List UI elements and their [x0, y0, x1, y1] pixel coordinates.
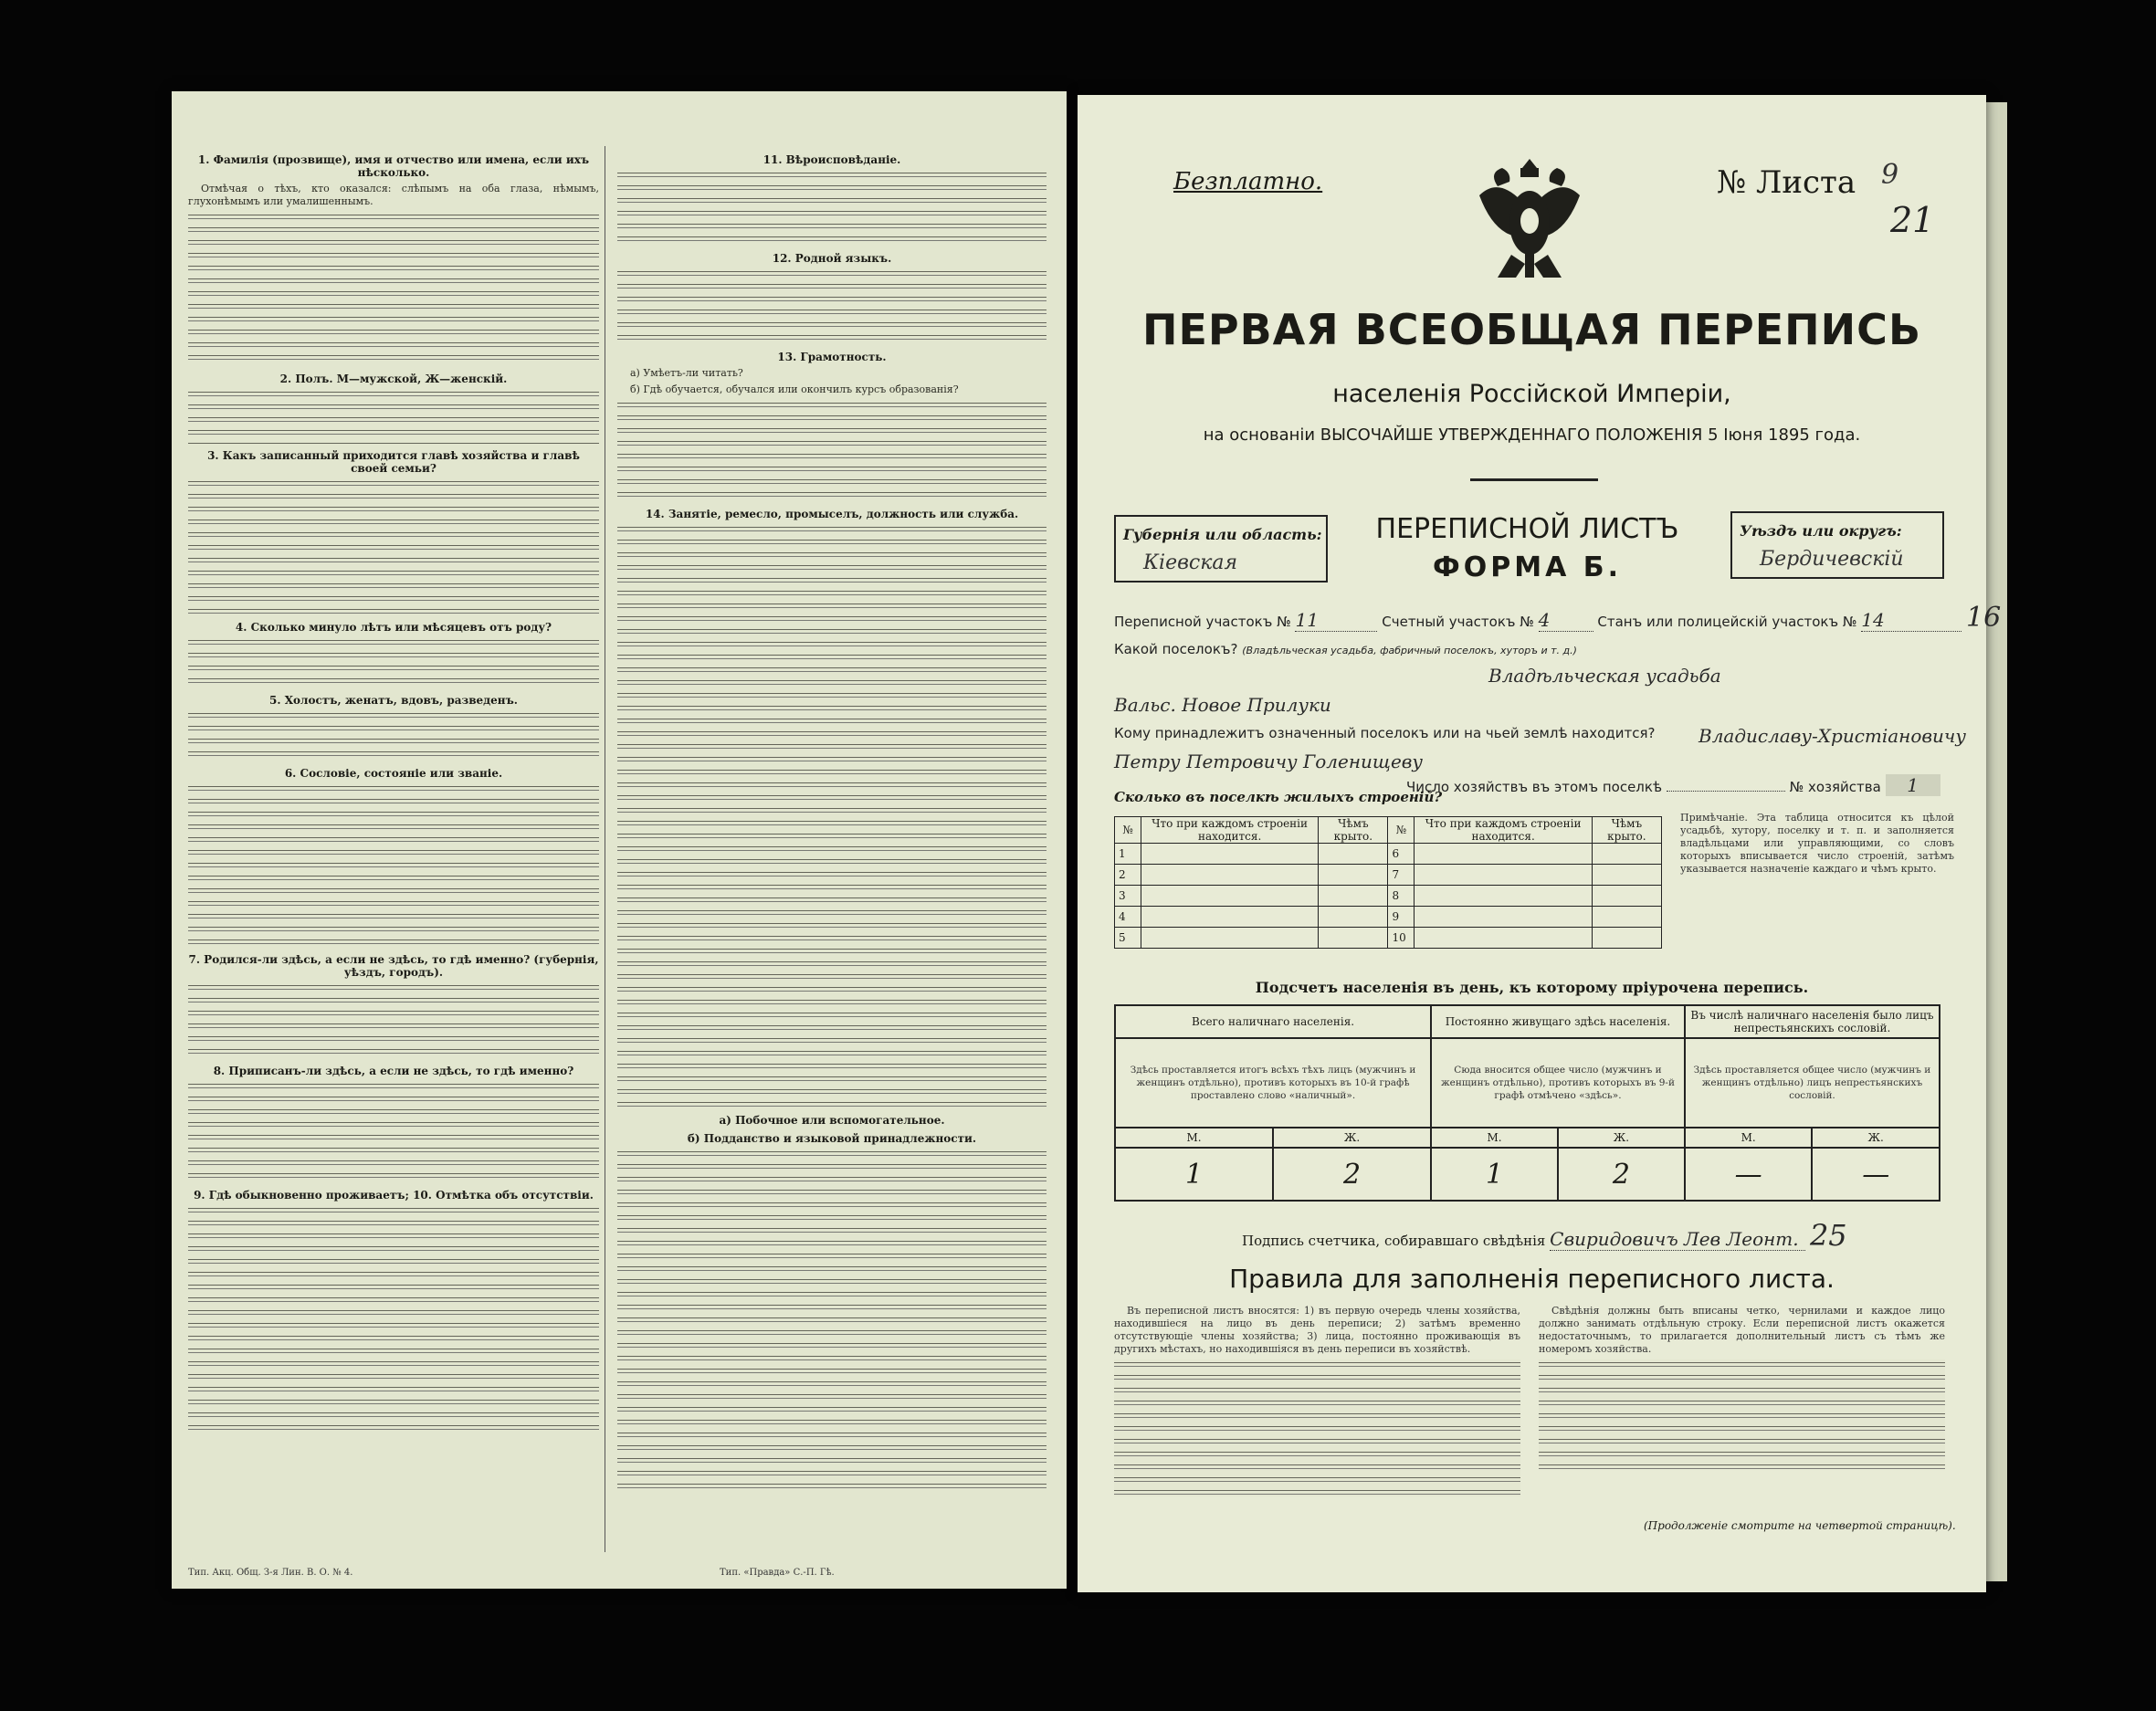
total-female-value: 2: [1273, 1148, 1431, 1201]
census-area-value: 11: [1295, 609, 1377, 632]
female-label: Ж.: [1812, 1128, 1940, 1148]
form-type-title: [1324, 510, 1730, 587]
dense-text-block: [188, 637, 599, 688]
households-label: Число хозяйствъ въ этомъ поселкѣ: [1406, 779, 1663, 795]
dense-text-block: [1114, 1359, 1520, 1496]
total-male-value: 1: [1115, 1148, 1273, 1201]
free-label: Безплатно.: [1173, 168, 1323, 195]
owner-value-2-text: Петру Петровичу Голенищеву: [1114, 751, 1424, 772]
section-heading: 1. Фамилія (прозвище), имя и отчество или имена, если ихъ нѣсколько.: [197, 153, 590, 179]
owner-value: [1699, 725, 1966, 747]
households-line: [1406, 774, 1940, 796]
left-page-instructions: [172, 91, 1067, 1589]
settlement-line: [1114, 641, 1577, 657]
rules-text: Въ переписной листъ вносятся: 1) въ первую очередь члены хозяйства, находившіеся на лицо въ день переписи; 2) затѣмъ временно отсутствующіе члены хозяйства; 3) лица, постоянно проживающія въ другихъ мѣстахъ, но находившіяся въ день переписи въ хозяйствѣ.: [1114, 1305, 1520, 1355]
households-blank: [1667, 791, 1785, 792]
district-label: Уѣздъ или округъ:: [1740, 522, 1902, 540]
dwell-what-header-2: Что при каждомъ строеніи находится.: [1415, 817, 1592, 844]
table-row: 3 8: [1115, 886, 1662, 907]
section-heading: 12. Родной языкъ.: [772, 252, 892, 265]
pop-total-header: Всего наличнаго населенія.: [1115, 1005, 1431, 1038]
nonpeasant-male-value: —: [1685, 1148, 1813, 1201]
table-row: 4 9: [1115, 907, 1662, 928]
dense-text-block: [188, 478, 599, 615]
permanent-female-value: 2: [1558, 1148, 1685, 1201]
sheet-number-handwritten-large: 21: [1890, 200, 1935, 240]
table-row: 1 6: [1115, 844, 1662, 865]
sheet-number-handwritten: 9: [1881, 159, 1899, 191]
section-heading: 6. Сословіе, состояніе или званіе.: [284, 767, 503, 780]
nonpeasant-female-value: —: [1812, 1148, 1940, 1201]
section-heading: 9. Гдѣ обыкновенно проживаетъ; 10. Отмѣтка объ отсутствіи.: [194, 1189, 594, 1202]
district-box: [1730, 511, 1944, 579]
section-heading: 5. Холостъ, женатъ, вдовъ, разведенъ.: [269, 694, 518, 707]
male-label: М.: [1431, 1128, 1558, 1148]
owner-label: Кому принадлежитъ означенный поселокъ или на чьей землѣ находится?: [1114, 725, 1656, 741]
dwell-roof-header: Чѣмъ крыто.: [1319, 817, 1388, 844]
dwell-roof-header-2: Чѣмъ крыто.: [1592, 817, 1661, 844]
governorate-value: Кіевская: [1143, 551, 1238, 574]
dense-text-block: [188, 710, 599, 761]
dense-text-block: [188, 982, 599, 1059]
form-main-title: ПЕРВАЯ ВСЕОБЩАЯ ПЕРЕПИСЬ: [1141, 305, 1922, 354]
pop-permanent-header: Постоянно живущаго здѣсь населенія.: [1431, 1005, 1685, 1038]
form-b-title: ФОРМА Б.: [1432, 551, 1623, 583]
governorate-box: [1114, 515, 1328, 583]
subsection-heading: б) Гдѣ обучается, обучался или окончилъ курсъ образованія?: [630, 383, 959, 395]
pop-nonpeasant-header: Въ числѣ наличнаго населенія было лицъ непрестьянскихъ сословій.: [1685, 1005, 1940, 1038]
decree-line: на основаніи ВЫСОЧАЙШЕ УТВЕРЖДЕННАГО ПОЛОЖЕНІЯ 5 Іюня 1895 года.: [1203, 425, 1861, 445]
pop-permanent-desc: Сюда вносится общее число (мужчинъ и женщинъ отдѣльно), противъ которыхъ въ 9-й графѣ отмѣчено «здѣсь».: [1431, 1038, 1685, 1128]
count-area-value: 4: [1539, 609, 1593, 632]
counter-margin-number: 25: [1809, 1218, 1847, 1253]
household-number-label: № хозяйства: [1789, 779, 1881, 795]
male-label: М.: [1685, 1128, 1813, 1148]
count-area-label: Счетный участокъ №: [1382, 614, 1534, 630]
owner-value-text: Владиславу-Христіановичу: [1699, 725, 1966, 747]
dense-text-block: [188, 783, 599, 948]
dwell-what-header: Что при каждомъ строеніи находится.: [1141, 817, 1319, 844]
dwell-num-header-2: №: [1388, 817, 1415, 844]
title-divider: [1470, 478, 1598, 481]
section-text: Отмѣчая о тѣхъ, кто оказался: слѣпымъ на оба глаза, нѣмымъ, глухонѣмымъ или умалишеннымъ.: [188, 183, 599, 207]
census-area-label: Переписной участокъ №: [1114, 614, 1291, 630]
section-heading: 4. Сколько минуло лѣтъ или мѣсяцевъ отъ роду?: [235, 621, 552, 634]
form-subtitle: населенія Россійской Имперіи,: [1332, 380, 1731, 408]
female-label: Ж.: [1273, 1128, 1431, 1148]
population-table: [1114, 1004, 1940, 1202]
population-heading: Подсчетъ населенія въ день, къ которому пріурочена перепись.: [1255, 979, 1809, 996]
dense-text-block: [188, 1205, 599, 1433]
dense-text-block: [617, 400, 1046, 502]
margin-handwritten-number: 16: [1966, 602, 2002, 634]
census-sheet-title: ПЕРЕПИСНОЙ ЛИСТЪ: [1375, 513, 1679, 545]
permanent-male-value: 1: [1431, 1148, 1558, 1201]
dwell-num-header: №: [1115, 817, 1141, 844]
dwellings-note: Примѣчаніе. Эта таблица относится къ цѣлой усадьбѣ, хутору, поселку и т. п. и заполняется владѣльцами или управляющими, со словъ которыхъ вписывается число строеній, затѣмъ указывается назначеніе каждаго и чѣмъ крыто.: [1680, 812, 1954, 875]
double-headed-eagle-icon: [1470, 150, 1589, 287]
section-heading: а) Побочное или вспомогательное.: [719, 1114, 945, 1127]
district-value: Бердичевскій: [1760, 548, 1904, 571]
rules-column-2: [1539, 1305, 1945, 1475]
subsection-heading: а) Умѣетъ-ли читать?: [630, 367, 743, 379]
section-heading: 8. Приписанъ-ли здѣсь, а если не здѣсь, то гдѣ именно?: [213, 1065, 574, 1077]
sheet-number-label: № Листа: [1717, 164, 1856, 201]
table-row: 2 7: [1115, 865, 1662, 886]
dense-text-block: [617, 268, 1046, 345]
section-heading: 13. Грамотность.: [777, 351, 887, 363]
rules-column-1: [1114, 1305, 1520, 1502]
section-heading: 7. Родился-ли здѣсь, а если не здѣсь, то гдѣ именно? (губернія, уѣздъ, городъ).: [188, 953, 599, 979]
section-heading: 2. Полъ. М—мужской, Ж—женскій.: [279, 373, 508, 385]
owner-line: [1114, 725, 1655, 741]
left-column-2: [617, 148, 1046, 1501]
rules-text: Свѣдѣнія должны быть вписаны четко, чернилами и каждое лицо должно занимать отдѣльную строку. Если переписной листъ окажется недостаточнымъ, то прилагается дополнительный листъ съ тѣмъ же номеромъ хозяйства.: [1539, 1305, 1945, 1355]
printer-footer: Тип. Акц. Общ. З-я Лин. В. О. № 4.: [188, 1568, 353, 1578]
owner-value-2: [1114, 751, 1423, 772]
rules-title: Правила для заполненія переписного листа.: [1229, 1264, 1835, 1294]
dense-text-block: [188, 389, 599, 444]
counter-signature-value: Свиридовичъ Лев Леонт.: [1550, 1228, 1805, 1251]
dense-text-block: [188, 212, 599, 367]
settlement-value-text: Владѣльческая усадьба: [1488, 665, 1721, 687]
dense-text-block: [617, 524, 1046, 1108]
settlement-value-2: [1114, 694, 1331, 716]
right-page-census-form: [1078, 95, 2002, 1592]
governorate-label: Губернія или область:: [1123, 526, 1322, 543]
settlement-value: [1488, 665, 1721, 687]
left-column-1: [188, 148, 599, 1439]
settlement-note: (Владѣльческая усадьба, фабричный поселокъ, хуторъ и т. д.): [1242, 645, 1577, 656]
dense-text-block: [188, 1081, 599, 1183]
police-area-value: 14: [1861, 609, 1961, 632]
dense-text-block: [1539, 1359, 1945, 1469]
pop-total-desc: Здѣсь проставляется итогъ всѣхъ тѣхъ лицъ (мужчинъ и женщинъ отдѣльно), противъ которыхъ въ 10-й графѣ проставлено слово «наличный».: [1115, 1038, 1431, 1128]
dense-text-block: [617, 1149, 1046, 1496]
continued-note: (Продолженіе смотрите на четвертой страницѣ).: [1644, 1519, 1956, 1532]
section-heading: 14. Занятіе, ремесло, промыселъ, должность или служба.: [645, 508, 1019, 520]
dwellings-heading: Сколько въ поселкѣ жилыхъ строеній?: [1114, 789, 1443, 805]
dwellings-table: [1114, 816, 1662, 949]
household-number-value: 1: [1886, 774, 1940, 796]
pop-nonpeasant-desc: Здѣсь проставляется общее число (мужчинъ и женщинъ отдѣльно) лицъ непрестьянскихъ сословій.: [1685, 1038, 1940, 1128]
counter-signature-line: [1242, 1218, 1847, 1253]
counter-signature-label: Подпись счетчика, собиравшаго свѣдѣнія: [1242, 1233, 1546, 1249]
male-label: М.: [1115, 1128, 1273, 1148]
female-label: Ж.: [1558, 1128, 1685, 1148]
section-heading: 3. Какъ записанный приходится главѣ хозяйства и главѣ своей семьи?: [207, 449, 580, 475]
section-heading: б) Подданство и языковой принадлежности.: [687, 1132, 977, 1145]
district-numbers-line: [1114, 602, 2001, 634]
settlement-value-2-text: Вальс. Новое Прилуки: [1114, 694, 1331, 716]
settlement-label: Какой поселокъ?: [1114, 641, 1238, 657]
section-heading: 11. Вѣроисповѣданіе.: [762, 153, 901, 166]
table-row: 5 10: [1115, 928, 1662, 949]
police-area-label: Станъ или полицейскій участокъ №: [1597, 614, 1857, 630]
dense-text-block: [617, 170, 1046, 247]
printer-footer: Тип. «Правда» С.-П. Гѣ.: [720, 1568, 835, 1578]
